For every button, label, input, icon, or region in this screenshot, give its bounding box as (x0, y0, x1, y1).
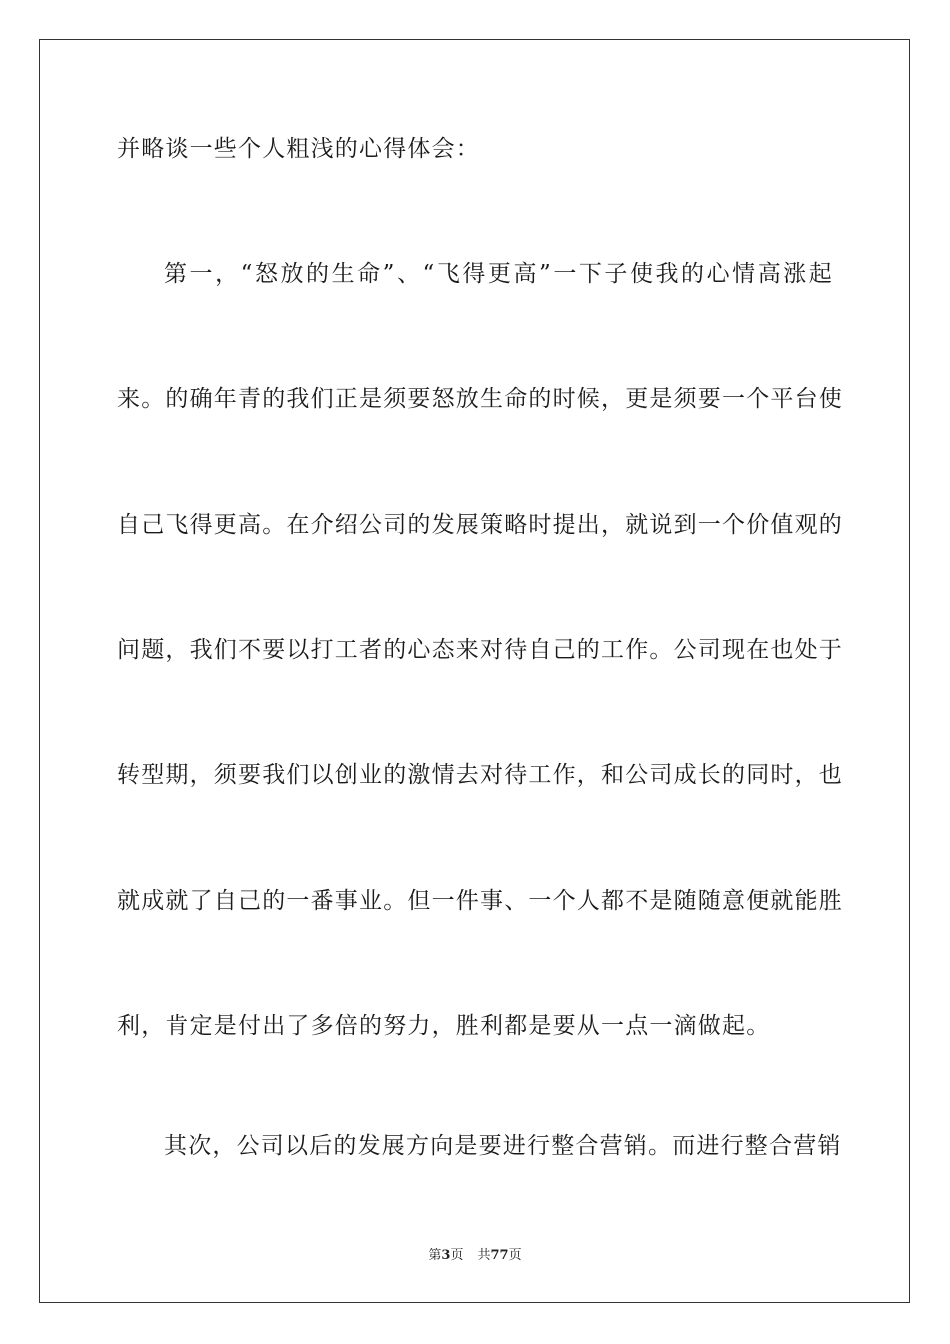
text-line-1: 并略谈一些个人粗浅的心得体会： (117, 136, 480, 162)
footer-total-suffix: 页 (508, 1248, 522, 1263)
text-line-4: 自己飞得更高。在介绍公司的发展策略时提出，就说到一个价值观的 (117, 512, 843, 538)
footer-page-suffix: 页 (450, 1248, 464, 1263)
text-line-3: 来。的确年青的我们正是须要怒放生命的时候，更是须要一个平台使 (117, 386, 843, 412)
text-line-6: 转型期，须要我们以创业的激情去对待工作，和公司成长的同时，也 (117, 762, 843, 788)
text-line-8: 利，肯定是付出了多倍的努力，胜利都是要从一点一滴做起。 (117, 1013, 771, 1039)
page-footer (0, 1247, 950, 1265)
footer-page-number: 3 (441, 1248, 451, 1263)
text-line-2: 第一，“怒放的生命”、“飞得更高”一下子使我的心情高涨起 (164, 261, 833, 287)
page-border (39, 39, 910, 1303)
text-line-7: 就成就了自己的一番事业。但一件事、一个人都不是随随意便就能胜 (117, 888, 843, 914)
footer-total-prefix: 共 (477, 1248, 491, 1263)
footer-total-pages: 77 (490, 1248, 509, 1263)
text-line-5: 问题，我们不要以打工者的心态来对待自己的工作。公司现在也处于 (117, 637, 843, 663)
text-line-9: 其次，公司以后的发展方向是要进行整合营销。而进行整合营销 (164, 1133, 842, 1159)
footer-page-prefix: 第 (428, 1248, 442, 1263)
